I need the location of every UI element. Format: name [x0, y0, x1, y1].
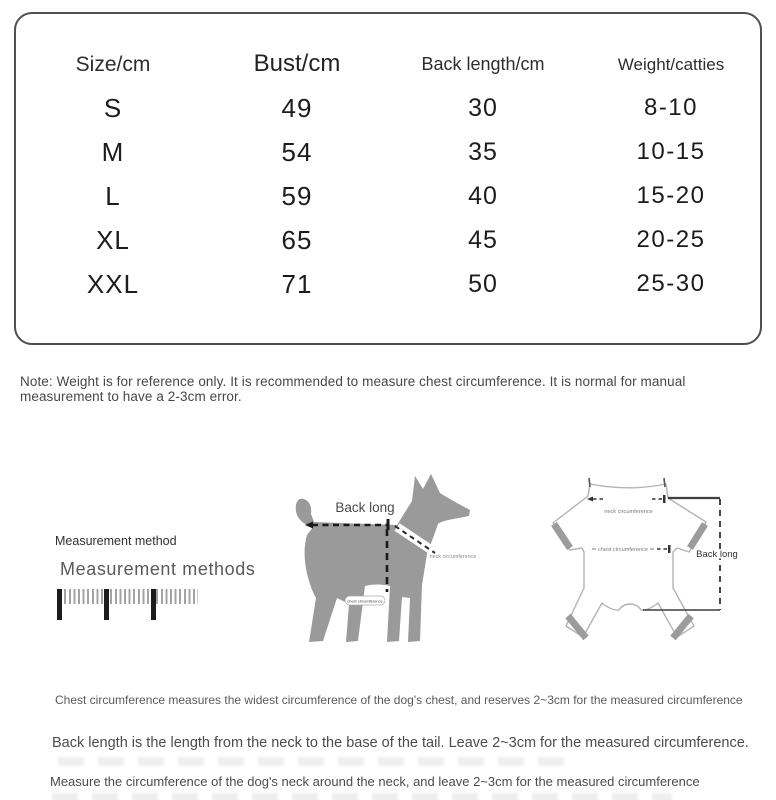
- dog-back-long-label: Back long: [335, 500, 395, 515]
- ruler-graphic: [57, 589, 198, 620]
- garment-neck-circumference-label: neck circumference: [604, 509, 653, 515]
- table-cell-back: 40: [468, 181, 498, 210]
- collar-tick: [664, 478, 665, 487]
- column-header-weight: Weight/catties: [617, 54, 725, 74]
- table-cell-back: 30: [468, 93, 498, 122]
- table-cell-size: L: [105, 181, 121, 211]
- instruction-chest: Chest circumference measures the widest circumference of the dog's chest, and reserves 2~3cm for the measured circumference: [55, 693, 743, 707]
- table-cell-bust: 71: [281, 269, 313, 299]
- garment-chest-circumference-label: chest circumference: [597, 547, 649, 553]
- line-end-tick: [668, 545, 671, 553]
- table-cell-size: XL: [96, 225, 130, 255]
- ruler-minor-ticks: [57, 589, 198, 604]
- table-cell-weight: 15-20: [636, 182, 706, 209]
- table-cell-size: S: [103, 93, 123, 123]
- faded-text-remnant: [52, 793, 672, 800]
- ruler-major-tick: [151, 589, 156, 620]
- table-cell-back: 50: [468, 269, 498, 298]
- dog-silhouette-diagram: [285, 455, 495, 655]
- table-cell-bust: 65: [281, 225, 313, 255]
- dog-neck-circumference-label: neck circumference: [429, 554, 477, 560]
- column-header-back-length: Back length/cm: [421, 54, 545, 74]
- table-cell-bust: 54: [281, 137, 313, 167]
- measurement-method-label: Measurement method: [55, 534, 177, 548]
- collar-tick: [589, 478, 590, 487]
- faded-text-remnant: [58, 757, 578, 766]
- column-header-bust: Bust/cm: [253, 50, 341, 77]
- table-cell-bust: 49: [281, 93, 313, 123]
- ruler-major-tick: [104, 589, 109, 620]
- line-end-tick: [663, 495, 666, 503]
- table-cell-weight: 8-10: [643, 94, 699, 121]
- measurement-methods-title: Measurement methods: [60, 559, 256, 579]
- table-cell-size: XXL: [86, 269, 140, 299]
- table-cell-back: 35: [468, 137, 498, 166]
- instruction-neck: Measure the circumference of the dog's neck around the neck, and leave 2~3cm for the measured circumference: [50, 774, 700, 789]
- garment-back-long-label: Back long: [696, 549, 738, 560]
- table-cell-size: M: [101, 137, 125, 167]
- instruction-back-length: Back length is the length from the neck to the base of the tail. Leave 2~3cm for the measured circumference.: [52, 735, 749, 751]
- table-cell-weight: 10-15: [636, 138, 706, 165]
- size-chart-table: [14, 12, 762, 345]
- table-cell-weight: 25-30: [636, 270, 706, 297]
- weight-reference-note: Note: Weight is for reference only. It is recommended to measure chest circumference. It is normal for manual measurement to have a 2-3cm error.: [20, 374, 686, 404]
- ruler-major-tick: [57, 589, 62, 620]
- table-cell-back: 45: [468, 225, 498, 254]
- column-header-size: Size/cm: [75, 52, 151, 76]
- table-cell-weight: 20-25: [636, 226, 706, 253]
- dog-chest-circumference-label: chest circumference: [347, 598, 383, 604]
- table-cell-bust: 59: [281, 181, 313, 211]
- garment-diagram: [530, 460, 776, 660]
- line-end-tick: [387, 519, 390, 530]
- garment-outline: [553, 484, 706, 637]
